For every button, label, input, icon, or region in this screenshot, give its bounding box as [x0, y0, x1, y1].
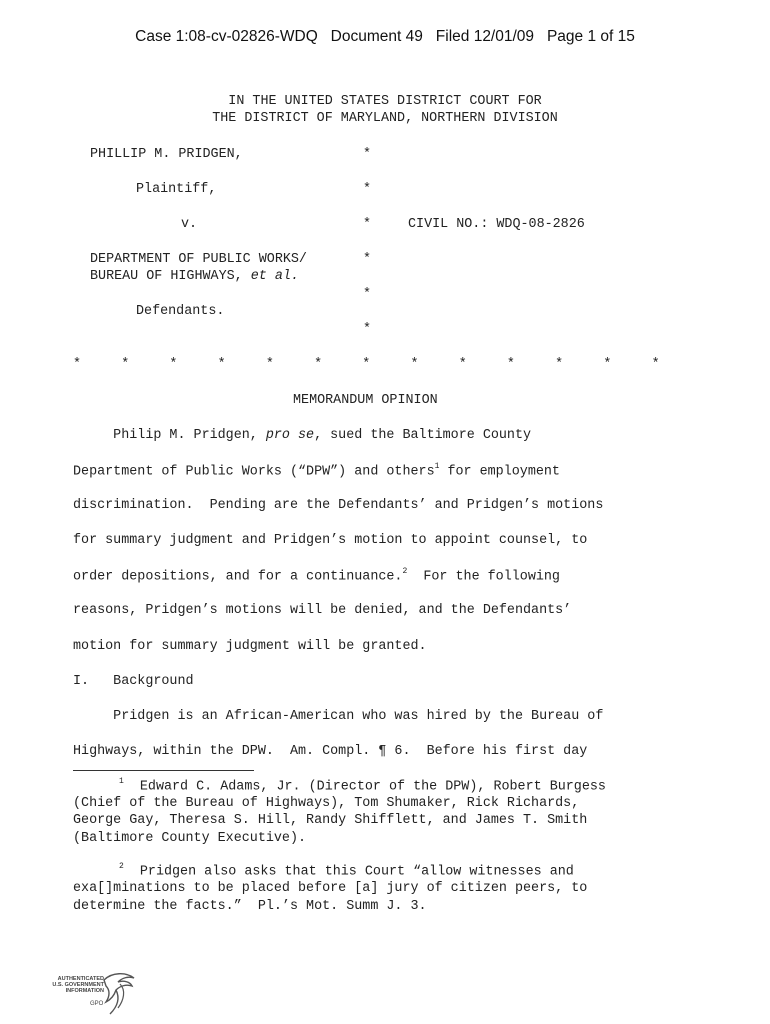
- footnote-2-line: determine the facts.” Pl.’s Mot. Summ J. 3.: [73, 899, 427, 914]
- defendant-role: Defendants.: [136, 304, 225, 319]
- footnote-ref[interactable]: 1: [434, 462, 440, 471]
- opinion-title: MEMORANDUM OPINION: [293, 393, 438, 408]
- logo-text: [38, 976, 104, 994]
- case-header: Case 1:08-cv-02826-WDQ Document 49 Filed 12/01/09 Page 1 of 15: [135, 28, 635, 45]
- body-line: motion for summary judgment will be granted.: [73, 639, 427, 654]
- body-line: [73, 463, 560, 479]
- plaintiff-name: PHILLIP M. PRIDGEN,: [90, 147, 243, 162]
- body-text: Department of Public Works (“DPW”) and others: [73, 464, 435, 480]
- body-line: Highways, within the DPW. Am. Compl. ¶ 6. Before his first day: [73, 744, 588, 759]
- footnote-rule: [73, 770, 254, 771]
- footnote-1-line: George Gay, Theresa S. Hill, Randy Shifflett, and James T. Smith: [73, 813, 588, 828]
- body-text: For the following: [407, 569, 560, 585]
- versus: v.: [181, 217, 198, 232]
- footnote-1-number: 1: [119, 777, 124, 786]
- footnote-1-line: [73, 778, 606, 794]
- section-heading: I. Background: [73, 674, 194, 689]
- star-divider: * * * * * * * * * * * * *: [73, 357, 660, 372]
- logo-line: U.S. GOVERNMENT: [52, 982, 104, 988]
- footnote-1-line: (Chief of the Bureau of Highways), Tom Shumaker, Rick Richards,: [73, 796, 580, 811]
- civil-number: CIVIL NO.: WDQ-08-2826: [408, 217, 585, 232]
- defendant-line1: DEPARTMENT OF PUBLIC WORKS/: [90, 252, 307, 267]
- caption-star: *: [363, 182, 372, 197]
- eagle-icon: [100, 970, 140, 1018]
- footnote-text: Edward C. Adams, Jr. (Director of the DPW), Robert Burgess: [123, 779, 606, 795]
- body-text: order depositions, and for a continuance.: [73, 569, 403, 585]
- body-text: for employment: [439, 464, 560, 480]
- court-name-line2: THE DISTRICT OF MARYLAND, NORTHERN DIVISION: [212, 111, 558, 126]
- caption-star: *: [363, 322, 372, 337]
- footnote-1-line: (Baltimore County Executive).: [73, 831, 307, 846]
- caption-star: *: [363, 147, 372, 162]
- footnote-ref[interactable]: 2: [402, 567, 408, 576]
- plaintiff-role: Plaintiff,: [136, 182, 217, 197]
- footnote-2-line: exa[]minations to be placed before [a] jury of citizen peers, to: [73, 881, 588, 896]
- body-line: Pridgen is an African-American who was hired by the Bureau of: [73, 709, 604, 724]
- footnote-2-number: 2: [119, 862, 124, 871]
- body-line: discrimination. Pending are the Defendants’ and Pridgen’s motions: [73, 498, 604, 513]
- logo-line: AUTHENTICATED: [57, 976, 104, 982]
- caption-star: *: [363, 287, 372, 302]
- body-text: , sued the Baltimore County: [314, 428, 532, 443]
- footnote-text: Pridgen also asks that this Court “allow witnesses and: [123, 864, 574, 880]
- body-line: [73, 428, 531, 443]
- logo-line: INFORMATION: [65, 988, 104, 994]
- body-line: reasons, Pridgen’s motions will be denied, and the Defendants’: [73, 603, 572, 618]
- gpo-authentication-logo: [38, 970, 138, 1020]
- caption-star: *: [363, 217, 372, 232]
- defendant-line2: [90, 269, 299, 284]
- defendant-et-al: et al.: [250, 269, 299, 284]
- pro-se: pro se: [265, 428, 315, 443]
- caption-star: *: [363, 252, 372, 267]
- body-text: Philip M. Pridgen,: [73, 428, 266, 443]
- court-name-line1: IN THE UNITED STATES DISTRICT COURT FOR: [228, 94, 542, 109]
- body-line: [73, 568, 560, 584]
- footnote-2-line: [73, 863, 574, 879]
- body-line: for summary judgment and Pridgen’s motion to appoint counsel, to: [73, 533, 588, 548]
- defendant-line2-text: BUREAU OF HIGHWAYS,: [90, 269, 251, 284]
- logo-gpo: GPO: [90, 1001, 104, 1007]
